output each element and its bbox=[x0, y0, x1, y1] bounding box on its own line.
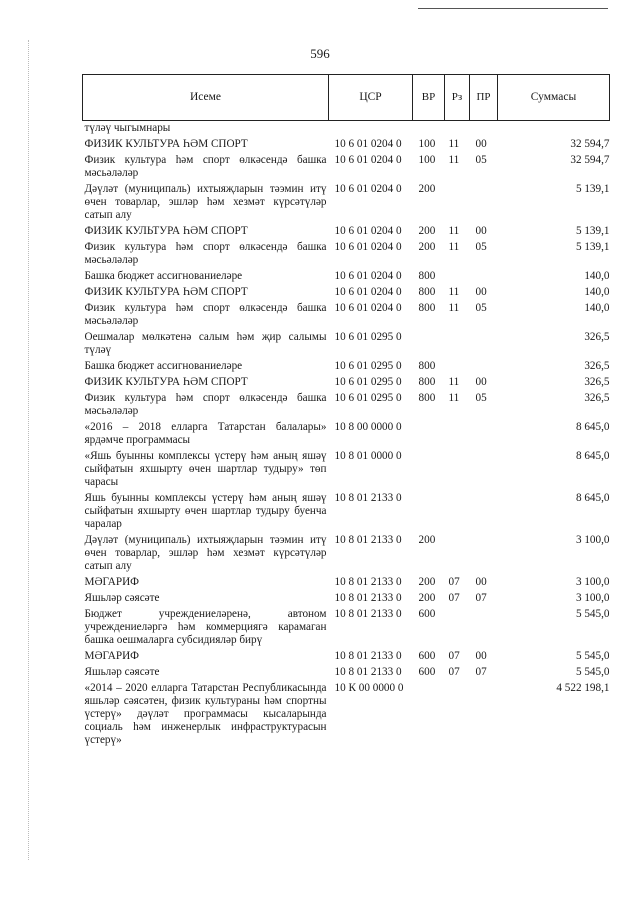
row-sum: 326,5 bbox=[584, 360, 610, 372]
row-name: Бюджет учреждениеләренә, автоном учреждениеләргә һәм коммерциягә карамаган башка оешмаларга субсидияләр бирү bbox=[84, 608, 327, 646]
row-csr-code: 10 8 01 2133 0 bbox=[334, 534, 402, 546]
row-vr-code: 800 bbox=[418, 270, 436, 282]
row-name: МӘГАРИФ bbox=[84, 650, 139, 662]
row-vr-code: 800 bbox=[418, 376, 436, 388]
row-sum: 5 139,1 bbox=[575, 241, 610, 253]
row-rz-code: 11 bbox=[448, 302, 460, 314]
table-row bbox=[83, 359, 610, 375]
row-rz-code: 11 bbox=[448, 376, 460, 388]
row-name: МӘГАРИФ bbox=[84, 576, 139, 588]
row-sum: 3 100,0 bbox=[575, 534, 610, 546]
row-rz-code bbox=[445, 607, 470, 649]
row-rz-code bbox=[445, 121, 470, 138]
row-sum: 140,0 bbox=[584, 270, 610, 282]
header-rz: Рз bbox=[445, 75, 470, 121]
row-rz-code bbox=[445, 420, 470, 449]
row-pr-code bbox=[470, 449, 498, 491]
row-rz-code bbox=[445, 681, 470, 749]
row-name: «2016 – 2018 елларга Татарстан балалары» ярдәмче программасы bbox=[84, 421, 327, 446]
row-csr-code: 10 6 01 0295 0 bbox=[334, 376, 402, 388]
row-pr-code: 00 bbox=[475, 376, 487, 388]
table-row bbox=[83, 224, 610, 240]
row-vr-code bbox=[413, 681, 445, 749]
row-vr-code bbox=[413, 330, 445, 359]
row-vr-code: 800 bbox=[418, 286, 436, 298]
row-vr-code bbox=[413, 491, 445, 533]
table-row bbox=[83, 121, 610, 138]
row-vr-code: 600 bbox=[418, 608, 436, 620]
table-row bbox=[83, 285, 610, 301]
row-name: Дәүләт (муниципаль) ихтыяҗларын тәэмин итү өчен товарлар, эшләр һәм хезмәт күрсәтүләр сатып алу bbox=[84, 183, 327, 221]
row-sum: 326,5 bbox=[584, 331, 610, 343]
row-sum: 326,5 bbox=[584, 392, 610, 404]
row-pr-code: 00 bbox=[475, 138, 487, 150]
row-name: Яшь буынны комплексы үстерү һәм аның яшәү сыйфатын яхшырту өчен шартлар тудыру буенча чаралар bbox=[84, 492, 327, 530]
row-sum: 3 100,0 bbox=[575, 592, 610, 604]
row-name: Башка бюджет ассигнованиеләре bbox=[84, 360, 243, 372]
row-pr-code bbox=[470, 681, 498, 749]
row-sum: 3 100,0 bbox=[575, 576, 610, 588]
table-row bbox=[83, 449, 610, 491]
table-row bbox=[83, 420, 610, 449]
row-csr-code: 10 8 00 0000 0 bbox=[334, 421, 402, 433]
row-sum: 5 545,0 bbox=[575, 608, 610, 620]
row-pr-code bbox=[470, 269, 498, 285]
row-name: Оешмалар мөлкәтенә салым һәм җир салымы түләү bbox=[84, 331, 327, 356]
row-vr-code: 200 bbox=[418, 534, 436, 546]
row-name: Яшьләр сәясәте bbox=[84, 592, 160, 604]
row-csr-code: 10 8 01 2133 0 bbox=[334, 492, 402, 504]
table-row bbox=[83, 649, 610, 665]
row-sum: 4 522 198,1 bbox=[556, 682, 610, 694]
row-csr-code: 10 6 01 0295 0 bbox=[334, 360, 402, 372]
table-header bbox=[83, 75, 610, 121]
row-rz-code bbox=[445, 182, 470, 224]
row-vr-code: 600 bbox=[418, 666, 436, 678]
row-vr-code: 600 bbox=[418, 650, 436, 662]
row-name: Яшьләр сәясәте bbox=[84, 666, 160, 678]
row-vr-code: 800 bbox=[418, 392, 436, 404]
row-name: Физик культура һәм спорт өлкәсендә башка мәсьәләләр bbox=[84, 241, 327, 266]
row-pr-code: 00 bbox=[475, 576, 487, 588]
row-vr-code: 800 bbox=[418, 302, 436, 314]
top-rule bbox=[418, 8, 608, 9]
row-rz-code bbox=[445, 269, 470, 285]
row-csr-code: 10 6 01 0204 0 bbox=[334, 286, 402, 298]
header-csr: ЦСР bbox=[329, 75, 413, 121]
row-rz-code: 07 bbox=[448, 576, 460, 588]
table-row bbox=[83, 330, 610, 359]
row-csr-code bbox=[329, 121, 413, 138]
row-sum: 5 139,1 bbox=[575, 225, 610, 237]
row-rz-code: 11 bbox=[448, 286, 460, 298]
row-sum: 140,0 bbox=[584, 302, 610, 314]
header-sum: Суммасы bbox=[498, 75, 610, 121]
header-pr: ПР bbox=[470, 75, 498, 121]
row-rz-code: 11 bbox=[448, 241, 460, 253]
budget-table bbox=[82, 74, 610, 749]
row-pr-code bbox=[470, 491, 498, 533]
row-vr-code: 100 bbox=[418, 138, 436, 150]
table-row bbox=[83, 182, 610, 224]
row-rz-code bbox=[445, 533, 470, 575]
page-number: 596 bbox=[310, 46, 330, 61]
row-pr-code bbox=[470, 330, 498, 359]
row-name: ФИЗИК КУЛЬТУРА ҺӘМ СПОРТ bbox=[84, 376, 248, 388]
row-pr-code: 05 bbox=[475, 392, 487, 404]
row-pr-code: 05 bbox=[475, 154, 487, 166]
row-csr-code: 10 6 01 0204 0 bbox=[334, 302, 402, 314]
row-sum: 5 139,1 bbox=[575, 183, 610, 195]
row-name: Физик культура һәм спорт өлкәсендә башка мәсьәләләр bbox=[84, 392, 327, 417]
row-csr-code: 10 К 00 0000 0 bbox=[334, 682, 404, 694]
table-row bbox=[83, 575, 610, 591]
row-sum: 8 645,0 bbox=[575, 421, 610, 433]
row-csr-code: 10 8 01 2133 0 bbox=[334, 576, 402, 588]
row-vr-code: 200 bbox=[418, 241, 436, 253]
binding-margin-line bbox=[28, 40, 29, 860]
row-csr-code: 10 6 01 0204 0 bbox=[334, 225, 402, 237]
row-pr-code: 05 bbox=[475, 302, 487, 314]
row-pr-code bbox=[470, 182, 498, 224]
row-vr-code: 200 bbox=[418, 592, 436, 604]
row-rz-code: 11 bbox=[448, 392, 460, 404]
row-csr-code: 10 6 01 0295 0 bbox=[334, 392, 402, 404]
row-name: Дәүләт (муниципаль) ихтыяҗларын тәэмин итү өчен товарлар, эшләр һәм хезмәт күрсәтүләр сатып алу bbox=[84, 534, 327, 572]
row-csr-code: 10 6 01 0204 0 bbox=[334, 183, 402, 195]
row-name: түләү чыгымнары bbox=[84, 122, 171, 134]
row-name: ФИЗИК КУЛЬТУРА ҺӘМ СПОРТ bbox=[84, 225, 248, 237]
row-pr-code: 00 bbox=[475, 225, 487, 237]
row-csr-code: 10 8 01 2133 0 bbox=[334, 608, 402, 620]
row-rz-code bbox=[445, 330, 470, 359]
row-rz-code: 07 bbox=[448, 592, 460, 604]
row-pr-code bbox=[470, 420, 498, 449]
row-pr-code bbox=[470, 359, 498, 375]
table-row bbox=[83, 137, 610, 153]
row-pr-code bbox=[470, 607, 498, 649]
table-row bbox=[83, 301, 610, 330]
row-vr-code: 200 bbox=[418, 576, 436, 588]
row-csr-code: 10 8 01 0000 0 bbox=[334, 450, 402, 462]
row-sum: 140,0 bbox=[584, 286, 610, 298]
row-name: «2014 – 2020 елларга Татарстан Республикасында яшьләр сәясәтен, физик культураны һәм спортны үстерү» дәүләт программасы кысаларында социаль һәм инженерлык инфраструктурасын үстерү» bbox=[84, 682, 327, 746]
row-sum: 32 594,7 bbox=[570, 154, 610, 166]
row-sum: 32 594,7 bbox=[570, 138, 610, 150]
row-rz-code bbox=[445, 359, 470, 375]
row-vr-code: 200 bbox=[418, 225, 436, 237]
row-name: ФИЗИК КУЛЬТУРА ҺӘМ СПОРТ bbox=[84, 138, 248, 150]
row-sum: 326,5 bbox=[584, 376, 610, 388]
row-vr-code bbox=[413, 449, 445, 491]
row-rz-code bbox=[445, 449, 470, 491]
row-csr-code: 10 6 01 0204 0 bbox=[334, 154, 402, 166]
row-rz-code: 07 bbox=[448, 650, 460, 662]
row-pr-code: 00 bbox=[475, 286, 487, 298]
row-rz-code: 11 bbox=[448, 225, 460, 237]
table-row bbox=[83, 375, 610, 391]
row-name: ФИЗИК КУЛЬТУРА ҺӘМ СПОРТ bbox=[84, 286, 248, 298]
table-row bbox=[83, 607, 610, 649]
table-row bbox=[83, 591, 610, 607]
table-row bbox=[83, 153, 610, 182]
row-csr-code: 10 8 01 2133 0 bbox=[334, 650, 402, 662]
row-rz-code: 11 bbox=[448, 138, 460, 150]
row-sum: 8 645,0 bbox=[575, 450, 610, 462]
table-row bbox=[83, 681, 610, 749]
row-name: «Яшь буынны комплексы үстерү һәм аның яшәү сыйфатын яхшырту өчен шартлар тудыру» төп чарасы bbox=[84, 450, 327, 488]
row-vr-code: 100 bbox=[418, 154, 436, 166]
row-vr-code bbox=[413, 420, 445, 449]
header-name: Исеме bbox=[83, 75, 329, 121]
row-name: Физик культура һәм спорт өлкәсендә башка мәсьәләләр bbox=[84, 302, 327, 327]
row-name: Физик культура һәм спорт өлкәсендә башка мәсьәләләр bbox=[84, 154, 327, 179]
row-vr-code: 800 bbox=[418, 360, 436, 372]
row-csr-code: 10 8 01 2133 0 bbox=[334, 592, 402, 604]
table-row bbox=[83, 665, 610, 681]
row-csr-code: 10 6 01 0204 0 bbox=[334, 270, 402, 282]
row-rz-code bbox=[445, 491, 470, 533]
table-row bbox=[83, 491, 610, 533]
header-vr: ВР bbox=[413, 75, 445, 121]
row-csr-code: 10 8 01 2133 0 bbox=[334, 666, 402, 678]
table-row bbox=[83, 269, 610, 285]
row-csr-code: 10 6 01 0295 0 bbox=[334, 331, 402, 343]
table-row bbox=[83, 391, 610, 420]
row-vr-code: 200 bbox=[418, 183, 436, 195]
row-name: Башка бюджет ассигнованиеләре bbox=[84, 270, 243, 282]
row-pr-code: 07 bbox=[475, 592, 487, 604]
row-pr-code: 07 bbox=[475, 666, 487, 678]
table-row bbox=[83, 240, 610, 269]
row-sum bbox=[498, 121, 610, 138]
row-pr-code bbox=[470, 121, 498, 138]
row-rz-code: 11 bbox=[448, 154, 460, 166]
row-vr-code bbox=[413, 121, 445, 138]
row-csr-code: 10 6 01 0204 0 bbox=[334, 241, 402, 253]
row-pr-code: 00 bbox=[475, 650, 487, 662]
row-rz-code: 07 bbox=[448, 666, 460, 678]
row-sum: 8 645,0 bbox=[575, 492, 610, 504]
row-csr-code: 10 6 01 0204 0 bbox=[334, 138, 402, 150]
row-pr-code bbox=[470, 533, 498, 575]
row-sum: 5 545,0 bbox=[575, 666, 610, 678]
row-sum: 5 545,0 bbox=[575, 650, 610, 662]
table-row bbox=[83, 533, 610, 575]
row-pr-code: 05 bbox=[475, 241, 487, 253]
table-body bbox=[83, 121, 610, 750]
